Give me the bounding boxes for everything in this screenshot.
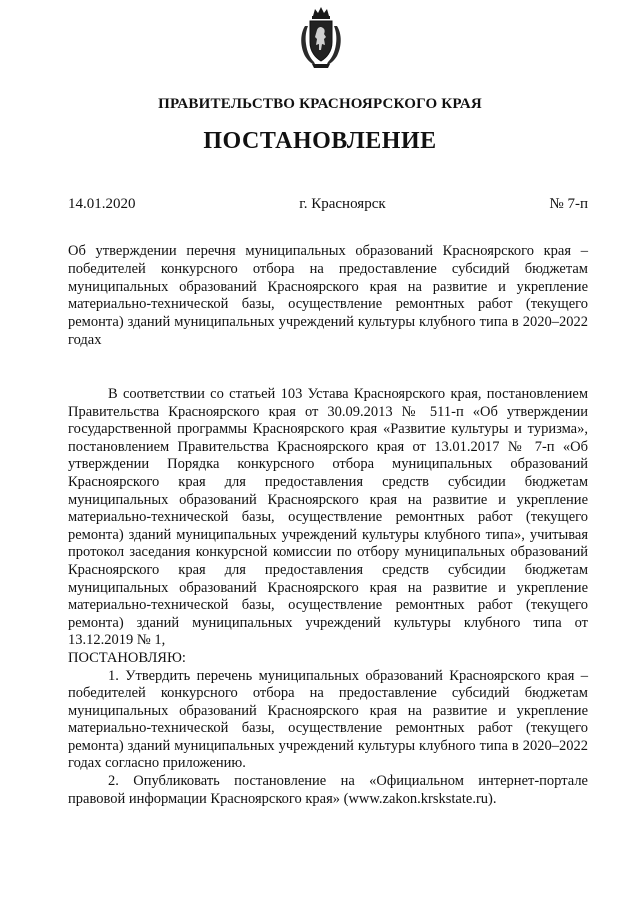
resolution-item: 1. Утвердить перечень муниципальных образований Красноярского края – победителей конкурсного отбора на предоставление субсидий бюджетам муниципальных образований Красноярского края на развитие и укрепление материально-технической базы, осуществление ремонтных работ (текущего ремонта) зданий муниципальных учреждений культуры клубного типа в 2020–2022 годах согласно приложению.: [68, 667, 588, 772]
resolve-word: ПОСТАНОВЛЯЮ:: [68, 649, 186, 666]
document-type-title: ПОСТАНОВЛЕНИЕ: [203, 128, 437, 154]
government-name: ПРАВИТЕЛЬСТВО КРАСНОЯРСКОГО КРАЯ: [158, 96, 482, 112]
preamble-paragraph: В соответствии со статьей 103 Устава Красноярского края, постановлением Правительства Красноярского края от 30.09.2013 № 511-п «Об утверждении государственной программы Красноярского края «Развитие культуры и туризма», постановлением Правительства Красноярского края от 13.01.2017 № 7-п «Об утверждении Порядка конкурсного отбора муниципальных образований Красноярского края для предоставления средств субсидии бюджетам муниципальных образований Красноярского края на развитие и укрепление материально-технической базы, осуществление ремонтных работ (текущего ремонта) зданий муниципальных учреждений культуры клубного типа», учитывая протокол заседания конкурсной комиссии по отбору муниципальных образований Красноярского края для предоставления средств субсидии бюджетам муниципальных образований Красноярского края на развитие и укрепление материально-технической базы, осуществление ремонтных работ (текущего ремонта) зданий муниципальных учреждений культуры клубного типа от 13.12.2019 № 1,: [68, 386, 588, 649]
coat-of-arms-icon: [296, 6, 346, 70]
document-body: [68, 386, 588, 808]
document-date: 14.01.2020: [68, 196, 136, 212]
document-city: г. Красноярск: [299, 196, 386, 212]
document-meta: [68, 196, 588, 213]
document-number: № 7-п: [549, 196, 588, 212]
resolution-item: 2. Опубликовать постановление на «Официальном интернет-портале правовой информации Красноярского края» (www.zakon.krskstate.ru).: [68, 773, 588, 807]
document-subject: Об утверждении перечня муниципальных образований Красноярского края – победителей конкурсного отбора на предоставление субсидий бюджетам муниципальных образований Красноярского края на развитие и укрепление материально-технической базы, осуществление ремонтных работ (текущего ремонта) зданий муниципальных учреждений культуры клубного типа в 2020–2022 годах: [68, 243, 588, 348]
